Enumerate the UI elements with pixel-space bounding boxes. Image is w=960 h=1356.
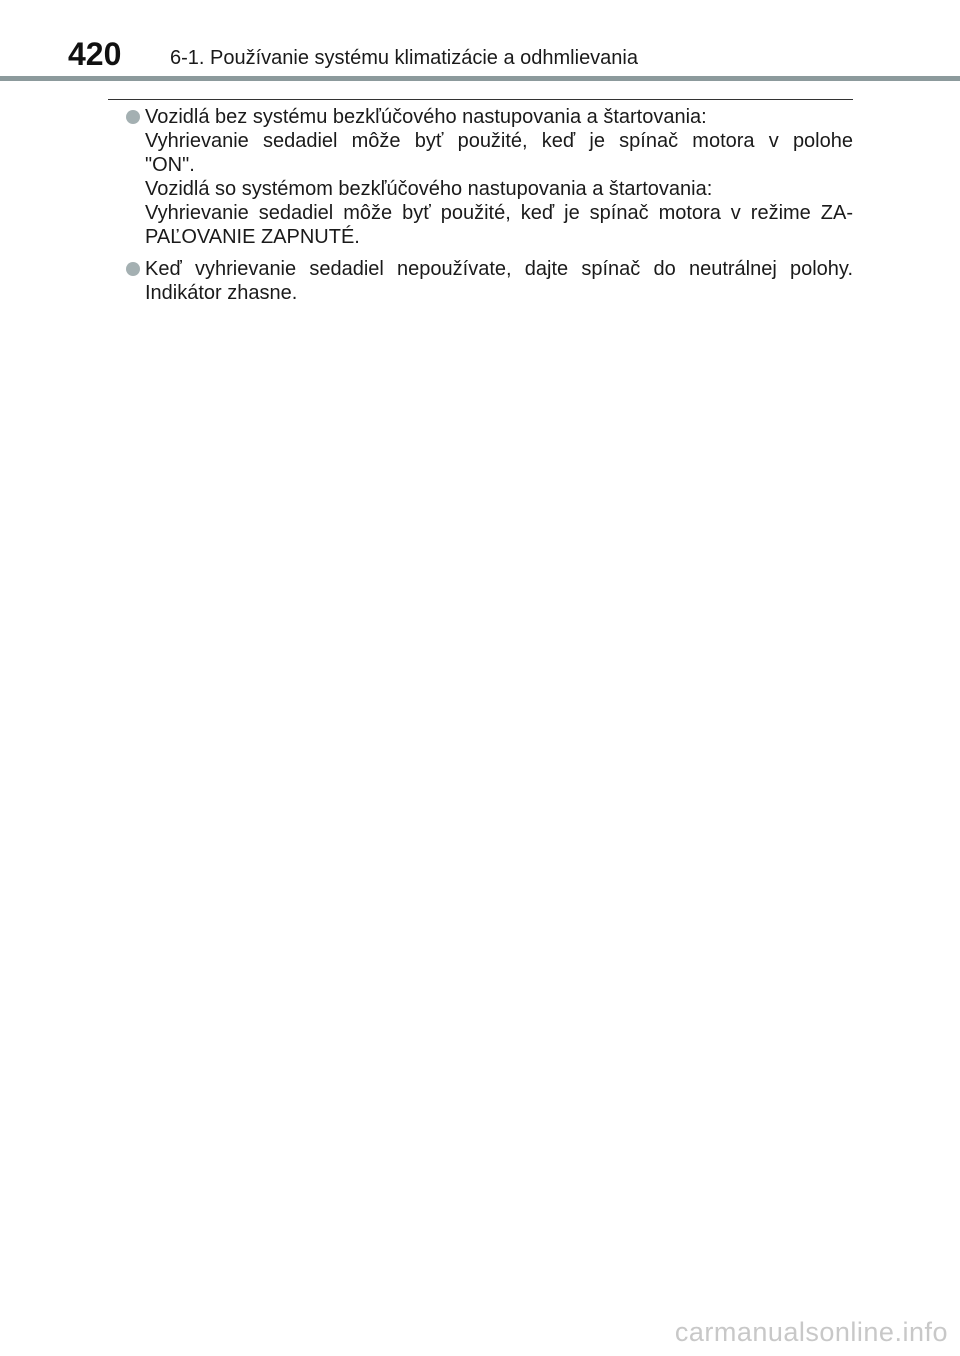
bullet-dot-icon (126, 110, 140, 124)
text-line: PAĽOVANIE ZAPNUTÉ. (145, 226, 360, 248)
bullet-item (126, 105, 853, 249)
text-line: Indikátor zhasne. (145, 282, 298, 304)
watermark: carmanualsonline.info (674, 1317, 948, 1347)
bullet-dot-icon (126, 262, 140, 276)
section-title: 6-1. Používanie systému klimatizácie a odhmlievania (170, 47, 638, 69)
page-number: 420 (68, 36, 122, 72)
text-line: Vozidlá so systémom bezkľúčového nastupovania a štartovania: (145, 178, 713, 200)
bullet-item (126, 257, 853, 305)
text-line: Vyhrievanie sedadiel môže byť použité, keď je spínač motora v polohe (145, 130, 853, 152)
content (126, 105, 853, 313)
content-rule (108, 99, 853, 100)
text-line: Keď vyhrievanie sedadiel nepoužívate, dajte spínač do neutrálnej polohy. (145, 258, 853, 280)
text-line: "ON". (145, 154, 195, 176)
header-rule (0, 76, 960, 81)
text-line: Vozidlá bez systému bezkľúčového nastupovania a štartovania: (145, 106, 707, 128)
text-line: Vyhrievanie sedadiel môže byť použité, keď je spínač motora v režime ZA- (145, 202, 853, 224)
